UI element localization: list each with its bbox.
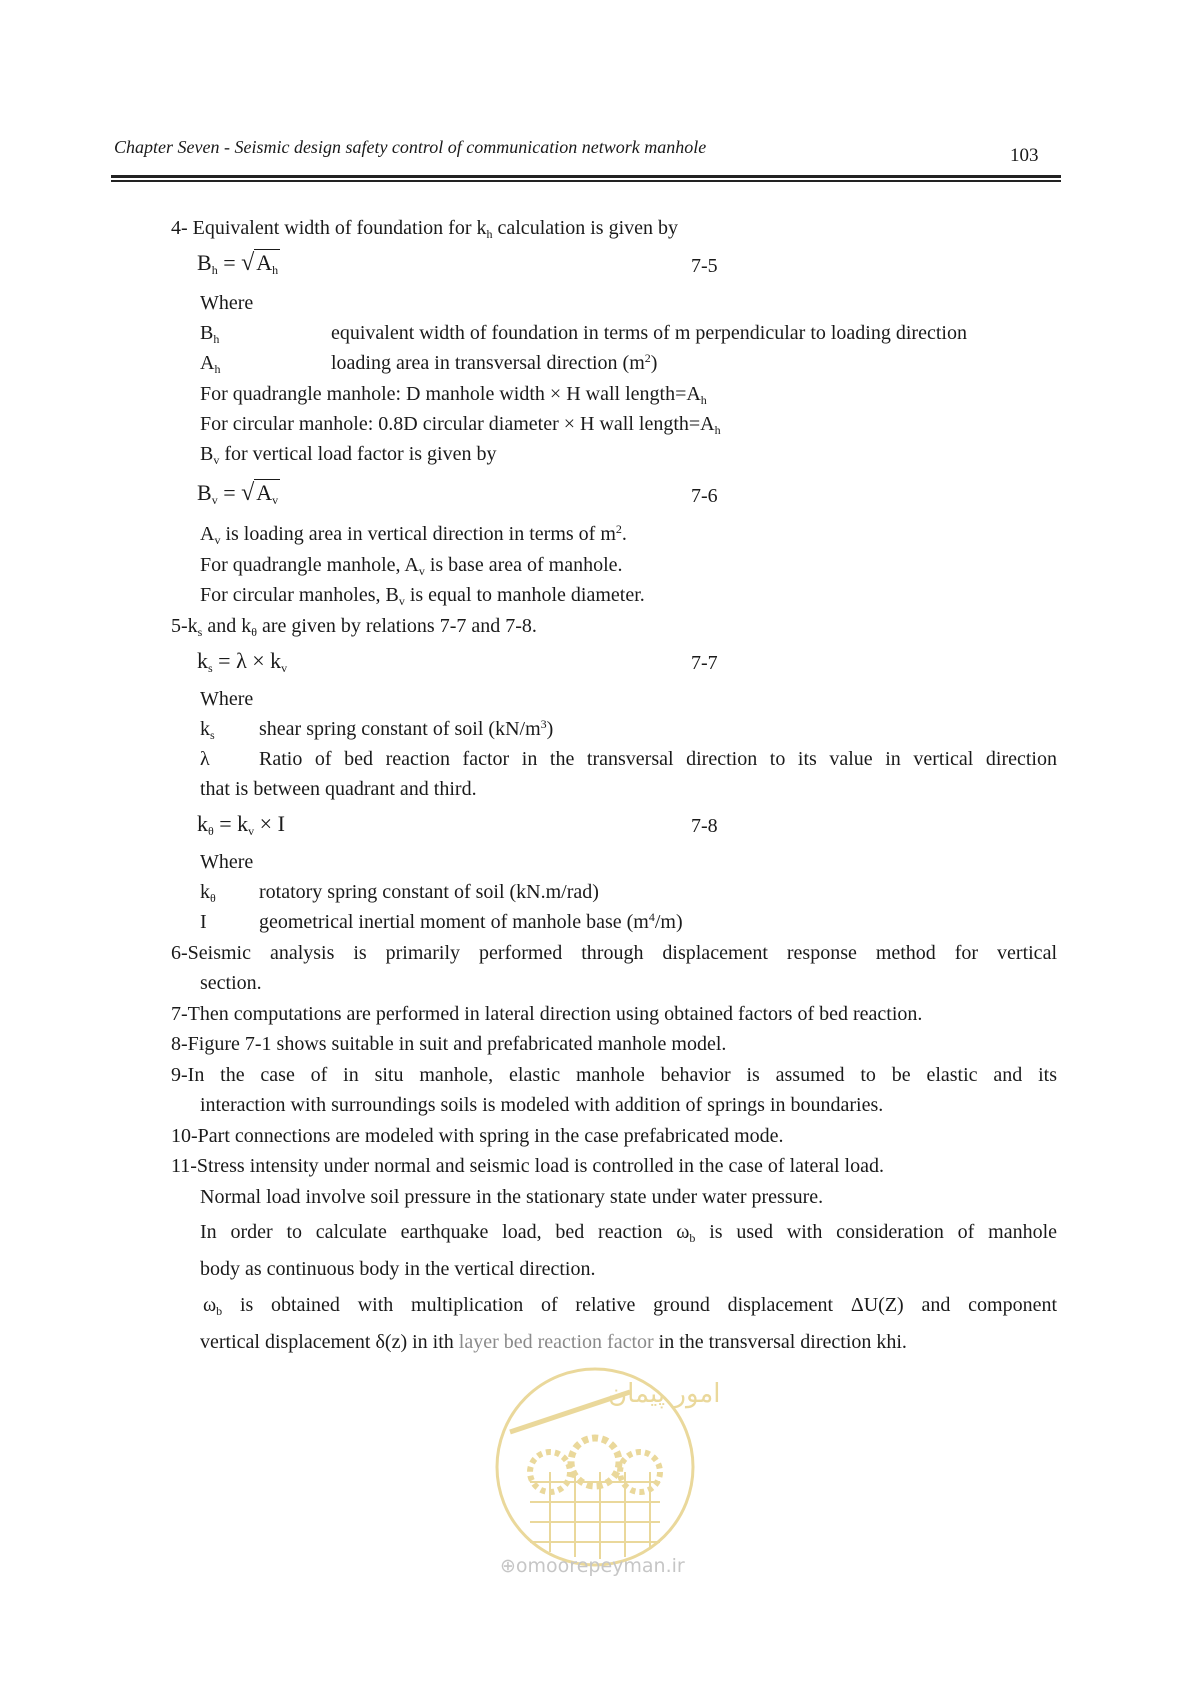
item-5: $5-k_s$ and $k_\theta$ are given by relations 7-7 and 7-8. [171, 615, 537, 639]
av-definition: $A_v$ is loading area in vertical direction in terms of $m^2$. [200, 522, 627, 547]
equation-number-7-6: 7-6 [691, 485, 718, 507]
symbol-ktheta: $k_\theta$ [200, 881, 216, 905]
item-6-cont: section. [200, 972, 262, 994]
item-10: 10-Part connections are modeled with spring in the case prefabricated mode. [171, 1125, 784, 1147]
equation-7-8: $k_\theta = k_v \times I$ [197, 811, 285, 838]
lambda-description-cont: that is between quadrant and third. [200, 778, 477, 800]
sqrt-sign: $√A_h$ [241, 250, 279, 277]
item-6: 6-Seismic analysis is primarily performed through displacement response method for vertical [171, 942, 1057, 964]
symbol-i: I [200, 911, 207, 933]
symbol-ah: $A_h$ [200, 352, 221, 376]
header-rule-thick [111, 175, 1061, 178]
item-8: 8-Figure 7-1 shows suitable in suit and prefabricated manhole model. [171, 1033, 727, 1055]
item-7: 7-Then computations are performed in lateral direction using obtained factors of bed reaction. [171, 1003, 923, 1025]
where-label: Where [200, 851, 254, 873]
header-rule-thin [111, 180, 1061, 182]
item-9: 9-In the case of in situ manhole, elastic manhole behavior is assumed to be elastic and its [171, 1064, 1057, 1086]
watermark-url: ⊕omoorepeyman.ir [500, 1555, 685, 1577]
globe-icon: ⊕ [500, 1555, 516, 1577]
item-11: 11-Stress intensity under normal and seismic load is controlled in the case of lateral load. [171, 1155, 884, 1177]
earthquake-load-text: In order to calculate earthquake load, bed reaction $\omega_b$ is used with consideration of manhole [200, 1221, 1058, 1245]
ks-description: shear spring constant of soil $(kN/m^3)$ [259, 717, 554, 740]
bv-intro: $B_v$ for vertical load factor is given by [200, 443, 497, 467]
symbol-lambda: λ [200, 748, 210, 770]
normal-load-text: Normal load involve soil pressure in the stationary state under water pressure. [200, 1186, 824, 1208]
sqrt-sign: $√A_v$ [241, 480, 279, 507]
ktheta-description: rotatory spring constant of soil (kN.m/rad) [259, 881, 599, 903]
circular-bv: For circular manholes, $B_v$ is equal to manhole diameter. [200, 584, 645, 608]
equation-7-5: $B_h = √A_h$ [197, 250, 279, 277]
lambda-description: Ratio of bed reaction factor in the transversal direction to its value in vertical direction [259, 748, 1057, 770]
equation-7-7: $k_s = \lambda \times k_v$ [197, 648, 288, 675]
earthquake-load-cont: body as continuous body in the vertical direction. [200, 1258, 596, 1280]
vertical-displacement-text: vertical displacement δ(z) in ith layer bed reaction factor in the transversal direction khi. [200, 1331, 907, 1353]
item-9-cont: interaction with surroundings soils is modeled with addition of springs in boundaries. [200, 1094, 884, 1116]
quadrangle-av: For quadrangle manhole, $A_v$ is base area of manhole. [200, 554, 623, 578]
symbol-ks: $k_s$ [200, 718, 215, 742]
equation-7-6: $B_v = √A_v$ [197, 480, 279, 507]
bh-description: equivalent width of foundation in terms of m perpendicular to loading direction [331, 322, 967, 344]
symbol-bh: $B_h$ [200, 322, 220, 346]
quadrangle-formula: For quadrangle manhole: D manhole width × H wall $length=A_h$ [200, 383, 707, 407]
omega-text: $\omega_b$ is obtained with multiplication of relative ground displacement ΔU(Z) and component [203, 1294, 1057, 1318]
equation-number-7-8: 7-8 [691, 815, 718, 837]
running-header: Chapter Seven - Seismic design safety control of communication network manhole [114, 137, 707, 157]
ah-description: loading area in transversal direction $(m^2)$ [331, 351, 658, 374]
i-description: geometrical inertial moment of manhole base $(m^4/m)$ [259, 910, 683, 933]
watermark-logo [490, 1362, 721, 1572]
svg-text:امور پیمان: امور پیمان [608, 1379, 721, 1409]
where-label: Where [200, 292, 254, 314]
page-number: 103 [1010, 145, 1039, 166]
circular-formula: For circular manhole: 0.8D circular diameter × H wall $length=A_h$ [200, 413, 721, 437]
equation-number-7-7: 7-7 [691, 652, 718, 674]
equation-number-7-5: 7-5 [691, 255, 718, 277]
item-4: 4- Equivalent width of foundation for $k_h$ calculation is given by [171, 217, 679, 241]
where-label: Where [200, 688, 254, 710]
